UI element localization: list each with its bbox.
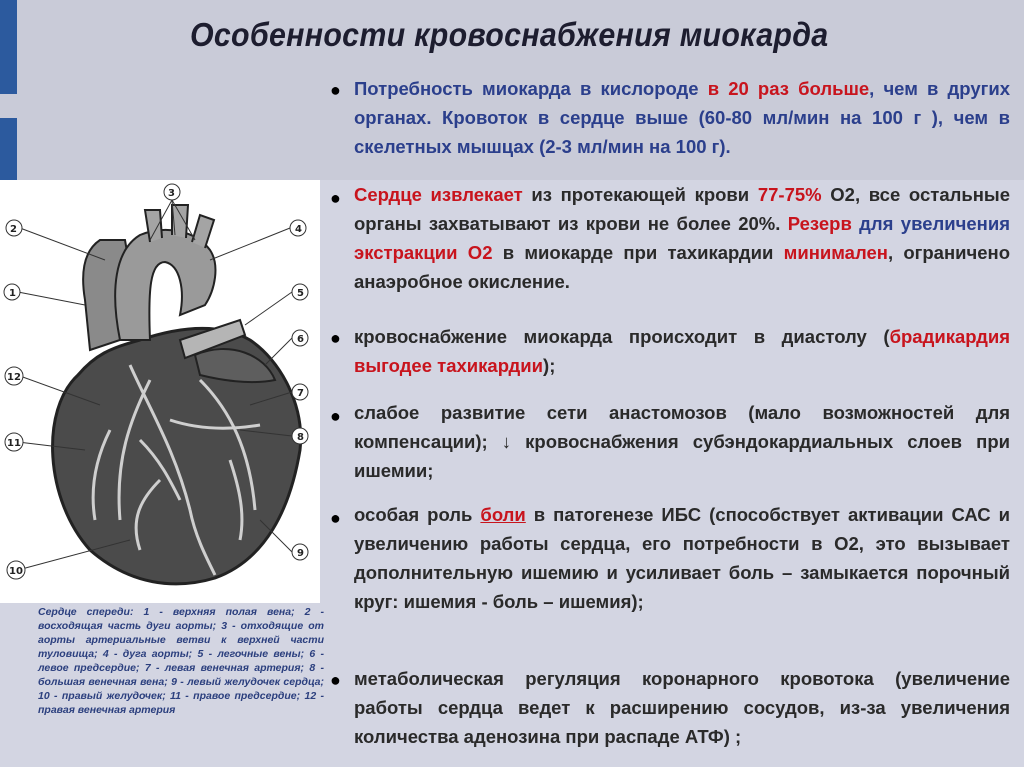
label-6: 6: [297, 334, 304, 345]
bullet-text-segment: особая роль: [354, 504, 481, 525]
label-2: 2: [10, 224, 17, 235]
bullet-marker: ●: [330, 80, 341, 100]
bullet-marker: ●: [330, 670, 341, 690]
label-9: 9: [297, 548, 304, 559]
bullet-item: [354, 398, 1010, 485]
bullet-marker: ●: [330, 328, 341, 348]
bullet-text-segment: минимален: [783, 242, 888, 263]
bullet-item: [354, 664, 1010, 751]
label-4: 4: [295, 224, 302, 235]
bullet-text-segment: в миокарде при тахикардии: [492, 242, 784, 263]
heart-illustration: [0, 180, 320, 603]
bullet-item: [354, 74, 1010, 161]
bullet-marker: ●: [330, 508, 341, 528]
bullet-text-segment: кровоснабжение миокарда происходит в диастолу (: [354, 326, 890, 347]
label-12: 12: [7, 372, 21, 383]
slide-title: Особенности кровоснабжения миокарда: [190, 16, 829, 53]
label-11: 11: [7, 438, 21, 449]
bullet-text-segment: Резерв: [787, 213, 852, 234]
bullet-marker: ●: [330, 406, 341, 426]
bullet-text-segment: );: [543, 355, 556, 376]
bullet-text-segment: боли: [480, 504, 526, 525]
bullet-text-segment: экстракции О2: [354, 242, 493, 263]
label-5: 5: [297, 288, 304, 299]
label-7: 7: [297, 388, 304, 399]
bullet-text-segment: в патогенезе ИБС (способствует активации САС и увеличению работы сердца, его потребности в О2, это вызывает дополнительную ишемию и усиливает боль – замыкается порочный круг: ишемия - боль – ишемия);: [354, 504, 1010, 612]
bullet-text-segment: Потребность миокарда в кислороде: [354, 78, 708, 99]
aorta: [115, 230, 215, 340]
accent-bar-middle: [0, 118, 17, 180]
bullet-text-segment: О2, все остальные органы захватывают из крови не более 20%.: [354, 184, 1011, 234]
bullet-text-segment: слабое развитие сети анастомозов (мало возможностей для компенсации); ↓ кровоснабжения субэндокардиальных слоев при ишемии;: [354, 402, 1010, 481]
accent-bar-top: [0, 0, 17, 94]
bullet-text-segment: , ограничено анаэробное окисление.: [354, 242, 1010, 292]
bullet-item: [354, 500, 1010, 616]
bullet-item: [354, 180, 1010, 296]
bullet-text-segment: метаболическая регуляция коронарного кровотока (увеличение работы сердца ведет к расширению сосудов, из-за увеличения количества аденозина при распаде АТФ) ;: [354, 668, 1010, 747]
bullet-text-segment: для увеличения: [851, 213, 1010, 234]
label-10: 10: [9, 566, 23, 577]
bullet-item: [354, 322, 1010, 380]
label-3: 3: [168, 188, 175, 199]
figure-caption: Сердце спереди: 1 - верхняя полая вена; 2 - восходящая часть дуги аорты; 3 - отходящие от аорты артериальные ветви к верхней части туловища; 4 - дуга аорты; 5 - легочные вены; 6 - левое предсердие; 7 - левая венечная артерия; 8 - большая венечная вена; 9 - левый желудочек сердца; 10 - правый желудочек; 11 - правое предсердие; 12 - правая венечная артерия: [38, 606, 324, 716]
bullet-text-segment: брадикардия выгодее тахикардии: [354, 326, 1010, 376]
label-8: 8: [297, 432, 304, 443]
bullet-marker: ●: [330, 188, 341, 208]
bullet-text-segment: Сердце извлекает: [354, 184, 523, 205]
label-1: 1: [9, 288, 16, 299]
bullet-text-segment: 77-75%: [757, 184, 822, 205]
bullet-text-segment: , чем в других органах. Кровоток в сердце выше (60-80 мл/мин на 100 г ), чем в скелетных мышцах (2-3 мл/мин на 100 г).: [354, 78, 1010, 157]
bullet-text-segment: в 20 раз больше: [707, 78, 870, 99]
bullet-text-segment: из протекающей крови: [522, 184, 758, 205]
heart-figure: [0, 180, 320, 603]
